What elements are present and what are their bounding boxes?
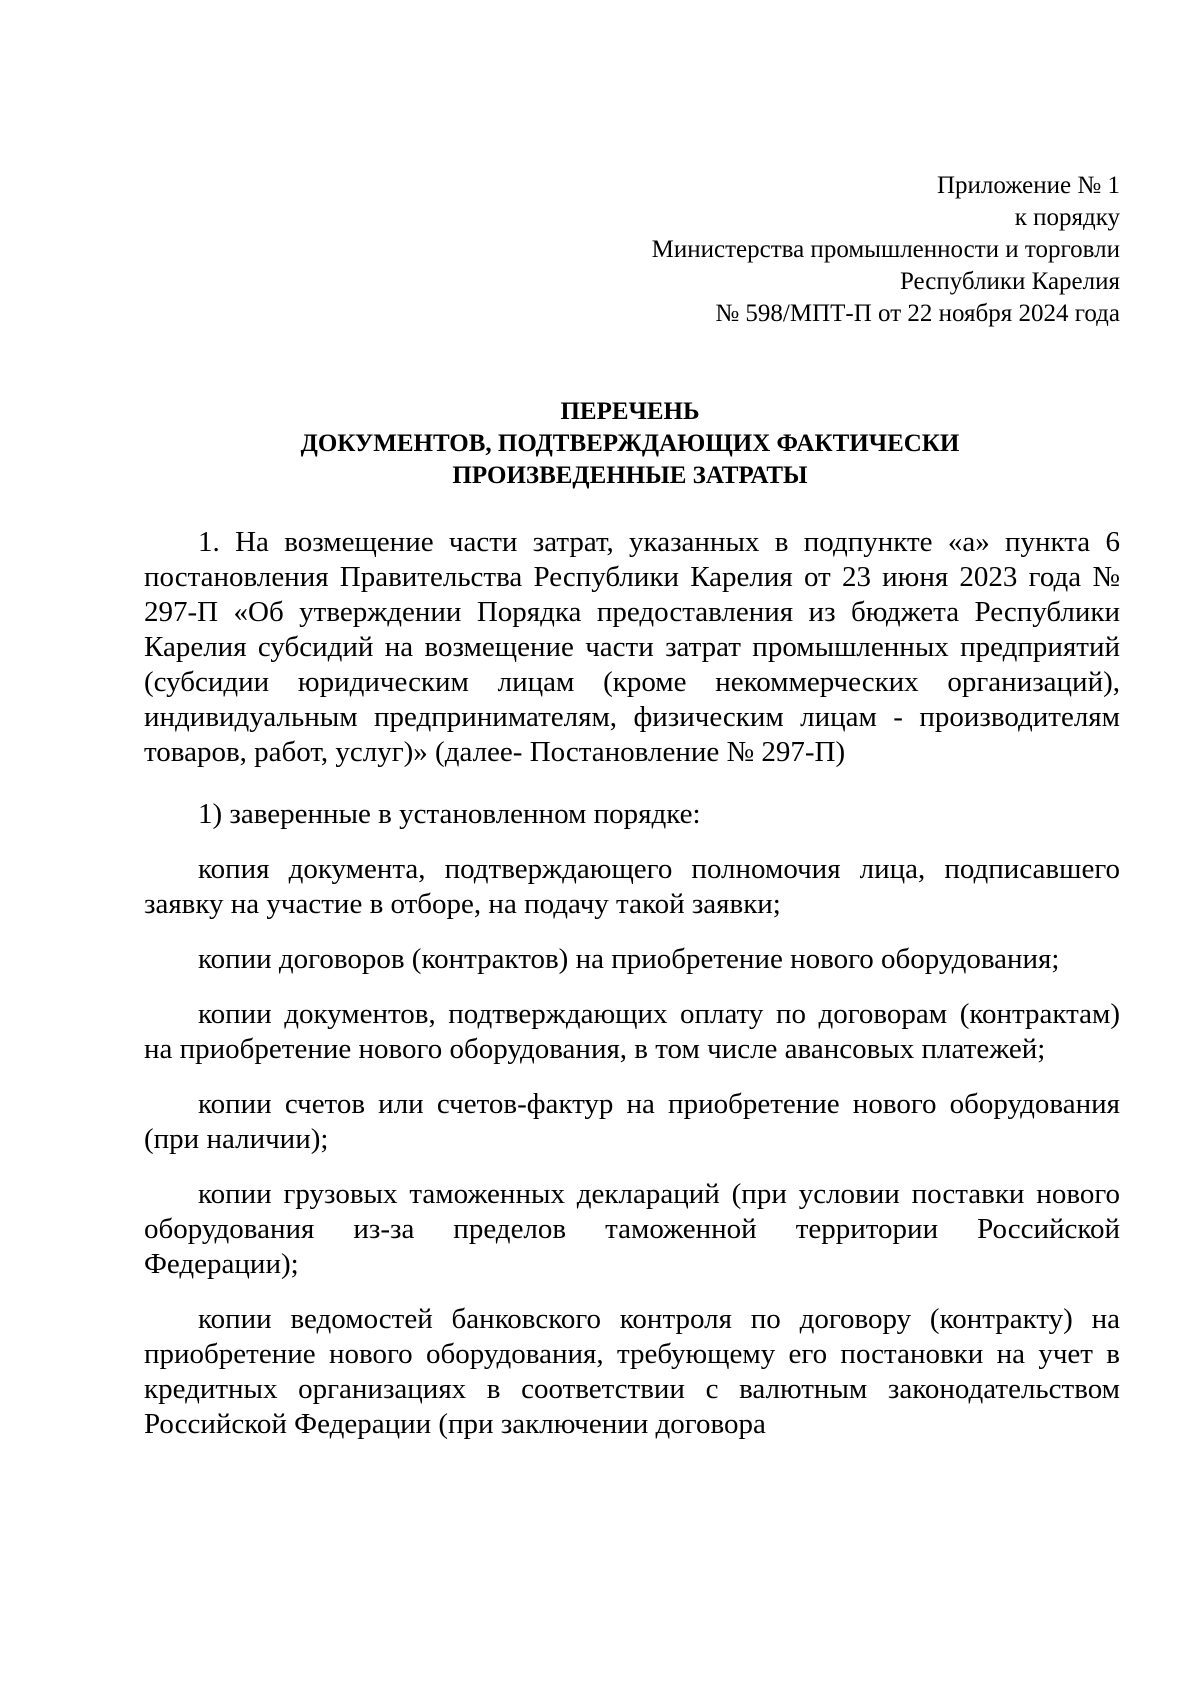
paragraph-clause-1: 1. На возмещение части затрат, указанных в подпункте «а» пункта 6 постановления Правительства Республики Карелия от 23 июня 2023 года № 297-П «Об утверждении Порядка предоставления из бюджета Республики Карелия субсидий на возмещение части затрат промышленных предприятий (субсидии юридическим лицам (кроме некоммерческих организаций), индивидуальным предпринимателям, физическим лицам - производителям товаров, работ, услуг)» (далее- Постановление № 297-П): [144, 526, 1120, 768]
appendix-line-1: Приложение № 1: [936, 172, 1120, 199]
paragraph-item-customs: копии грузовых таможенных деклараций (при условии поставки нового оборудования из-за пределов таможенной территории Российской Федерации);: [144, 1178, 1120, 1280]
paragraph-item-contracts: копии договоров (контрактов) на приобретение нового оборудования;: [198, 943, 1060, 975]
paragraph-item-invoices: копии счетов или счетов-фактур на приобретение нового оборудования (при наличии);: [144, 1088, 1120, 1155]
paragraph-item-authority-copy: копия документа, подтверждающего полномочия лица, подписавшего заявку на участие в отборе, на подачу такой заявки;: [144, 853, 1120, 920]
title-line-3: ПРОИЗВЕДЕННЫЕ ЗАТРАТЫ: [452, 462, 808, 489]
appendix-line-5: № 598/МПТ-П от 22 ноября 2024 года: [715, 300, 1120, 327]
paragraph-subclause-1: 1) заверенные в установленном порядке:: [198, 798, 701, 830]
paragraph-item-payment-docs: копии документов, подтверждающих оплату по договорам (контрактам) на приобретение нового оборудования, в том числе авансовых платежей;: [144, 998, 1120, 1065]
appendix-line-2: к порядку: [1014, 204, 1120, 231]
document-body: [144, 525, 1120, 1442]
title-line-2: ДОКУМЕНТОВ, ПОДТВЕРЖДАЮЩИХ ФАКТИЧЕСКИ: [300, 430, 960, 457]
paragraph-item-bank-control: копии ведомостей банковского контроля по договору (контракту) на приобретение нового оборудования, требующему его постановки на учет в кредитных организациях в соответствии с валютным законодательством Российской Федерации (при заключении договора: [144, 1303, 1120, 1440]
appendix-line-3: Министерства промышленности и торговли: [651, 236, 1120, 263]
appendix-header: [520, 170, 1120, 330]
title-line-1: ПЕРЕЧЕНЬ: [560, 398, 700, 425]
document-title: [140, 396, 1120, 492]
appendix-line-4: Республики Карелия: [899, 268, 1120, 295]
